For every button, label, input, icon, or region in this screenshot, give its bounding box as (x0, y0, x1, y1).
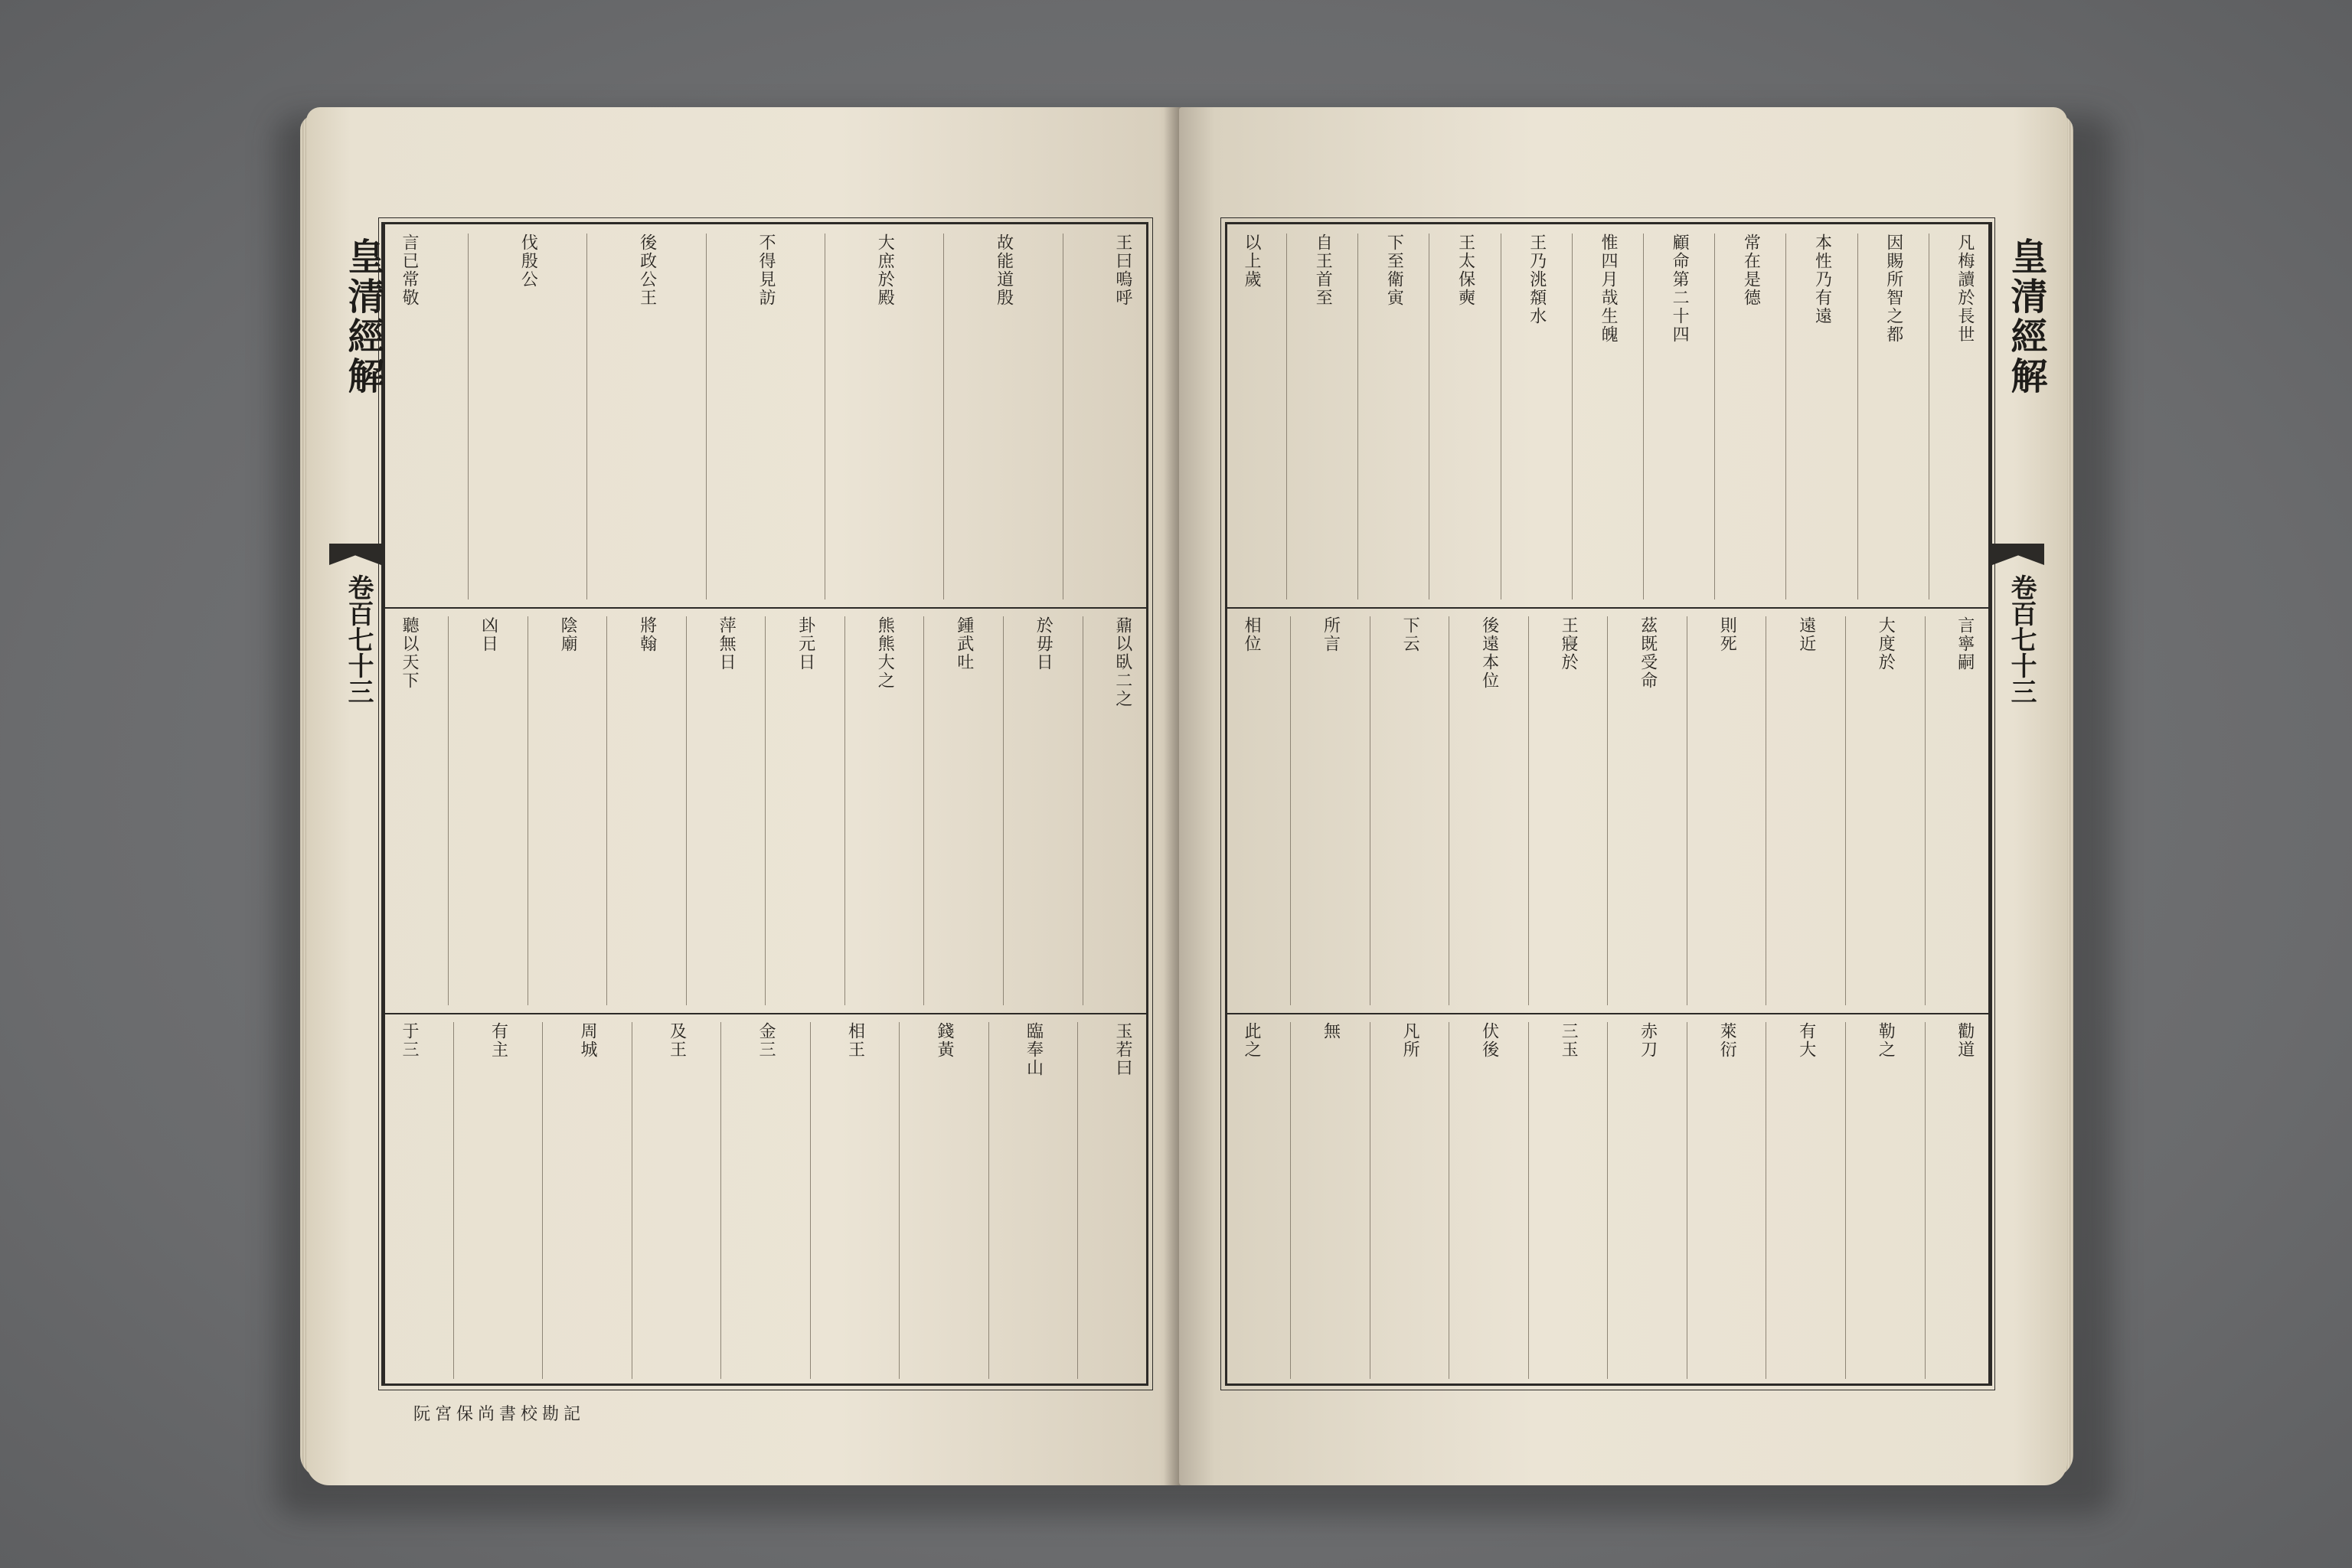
column-rule (1925, 616, 1926, 1005)
register-divider (1227, 1013, 1988, 1014)
text-column: 萍無日 (717, 616, 737, 671)
register-divider (1227, 607, 1988, 609)
text-column: 下至衛寅 (1384, 234, 1404, 307)
text-column: 臨奉山 (1024, 1022, 1044, 1077)
text-column: 錢黃 (935, 1022, 954, 1059)
text-column: 顧命第二十四 (1670, 234, 1690, 344)
text-column: 萊衍 (1717, 1022, 1737, 1059)
text-column: 遠近 (1796, 616, 1816, 653)
column-rule (923, 616, 924, 1005)
column-rule (1077, 1022, 1078, 1379)
column-rule (1003, 616, 1004, 1005)
fish-tail-mark (1992, 544, 2044, 565)
column-rule (1528, 616, 1529, 1005)
text-column: 大度於 (1876, 616, 1896, 671)
text-column: 茲既受命 (1638, 616, 1658, 690)
text-column: 鍾武吐 (954, 616, 974, 671)
column-rule (1845, 1022, 1846, 1379)
right-fold-column (1991, 222, 2047, 1386)
text-column: 王寢於 (1559, 616, 1579, 671)
text-column: 玉若曰 (1113, 1022, 1132, 1077)
text-column: 伐殷公 (518, 234, 538, 289)
text-column: 後遠本位 (1479, 616, 1499, 690)
text-column: 及王 (667, 1022, 687, 1059)
column-rule (765, 616, 766, 1005)
column-rule (448, 616, 449, 1005)
right-page (1179, 107, 2067, 1485)
text-column: 相位 (1242, 616, 1261, 653)
text-column: 以上歲 (1242, 234, 1261, 289)
column-rule (1528, 1022, 1529, 1379)
column-rule (468, 234, 469, 599)
text-column: 無 (1321, 1022, 1341, 1040)
volume-mark: 卷百七十三 (2006, 574, 2037, 704)
column-rule (542, 1022, 543, 1379)
volume-mark: 卷百七十三 (343, 574, 374, 704)
column-rule (1857, 234, 1858, 599)
right-register-3 (1227, 1022, 1988, 1379)
column-rule (943, 234, 944, 599)
left-register-1 (385, 234, 1146, 599)
column-rule (586, 234, 587, 599)
text-column: 金三 (756, 1022, 776, 1059)
column-rule (1845, 616, 1846, 1005)
column-rule (988, 1022, 989, 1379)
text-column: 言已常敬 (400, 234, 419, 307)
text-column: 聽以天下 (400, 616, 419, 690)
text-column: 因賜所智之都 (1883, 234, 1903, 344)
text-column: 赤刀 (1638, 1022, 1658, 1059)
right-print-frame (1225, 222, 1991, 1386)
text-column: 三玉 (1559, 1022, 1579, 1059)
column-rule (686, 616, 687, 1005)
text-column: 下云 (1400, 616, 1420, 653)
text-column: 後政公王 (637, 234, 657, 307)
text-column: 有大 (1796, 1022, 1816, 1059)
column-rule (1572, 234, 1573, 599)
text-column: 故能道殷 (994, 234, 1014, 307)
text-column: 凶日 (479, 616, 498, 653)
text-column: 將翰 (637, 616, 657, 653)
text-column: 王乃洮頮水 (1527, 234, 1547, 325)
text-column: 勒之 (1876, 1022, 1896, 1059)
column-rule (1286, 234, 1287, 599)
text-column: 則死 (1717, 616, 1737, 653)
column-rule (1785, 234, 1786, 599)
text-column: 熊熊大之 (875, 616, 895, 690)
text-column: 周城 (578, 1022, 597, 1059)
text-column: 凡梅讀於長世 (1955, 234, 1975, 344)
left-page (306, 107, 1194, 1485)
column-rule (1714, 234, 1715, 599)
column-rule (1290, 1022, 1291, 1379)
text-column: 常在是德 (1741, 234, 1761, 307)
text-column: 此之 (1242, 1022, 1261, 1059)
column-rule (706, 234, 707, 599)
column-rule (844, 616, 845, 1005)
text-column: 勸道 (1955, 1022, 1975, 1059)
text-column: 凡所 (1400, 1022, 1420, 1059)
text-column: 惟四月哉生魄 (1598, 234, 1618, 344)
spine-title: 皇清經解 (2004, 237, 2047, 397)
left-print-frame (383, 222, 1148, 1386)
text-column: 有主 (488, 1022, 508, 1059)
column-rule (810, 1022, 811, 1379)
text-column: 言寧嗣 (1955, 616, 1975, 671)
text-column: 大庶於殿 (875, 234, 895, 307)
column-rule (1607, 1022, 1608, 1379)
right-register-1 (1227, 234, 1988, 599)
column-rule (1925, 1022, 1926, 1379)
text-column: 不得見訪 (756, 234, 776, 307)
column-rule (1290, 616, 1291, 1005)
spine-title: 皇清經解 (341, 237, 384, 397)
text-column: 于三 (400, 1022, 419, 1059)
column-rule (1607, 616, 1608, 1005)
text-column: 卦元日 (795, 616, 815, 671)
text-column: 鼐以臥二之 (1112, 616, 1132, 708)
right-register-2 (1227, 616, 1988, 1005)
text-column: 王太保奭 (1455, 234, 1475, 307)
column-rule (1643, 234, 1644, 599)
text-column: 王曰嗚呼 (1112, 234, 1132, 307)
text-column: 於毋日 (1034, 616, 1054, 671)
column-rule (453, 1022, 454, 1379)
text-column: 所言 (1321, 616, 1341, 653)
left-fold-column (329, 222, 383, 1386)
column-rule (720, 1022, 721, 1379)
register-divider (385, 607, 1146, 609)
register-divider (385, 1013, 1146, 1014)
text-column: 陰廟 (558, 616, 578, 653)
column-rule (1357, 234, 1358, 599)
fish-tail-mark (329, 544, 381, 565)
column-rule (606, 616, 607, 1005)
text-column: 伏後 (1479, 1022, 1499, 1059)
colophon-text: 阮宮保尚書校勘記 (413, 1405, 586, 1424)
left-register-3 (385, 1022, 1146, 1379)
column-rule (899, 1022, 900, 1379)
text-column: 相王 (845, 1022, 865, 1059)
text-column: 本性乃有遠 (1812, 234, 1832, 325)
text-column: 自王首至 (1313, 234, 1333, 307)
left-register-2 (385, 616, 1146, 1005)
